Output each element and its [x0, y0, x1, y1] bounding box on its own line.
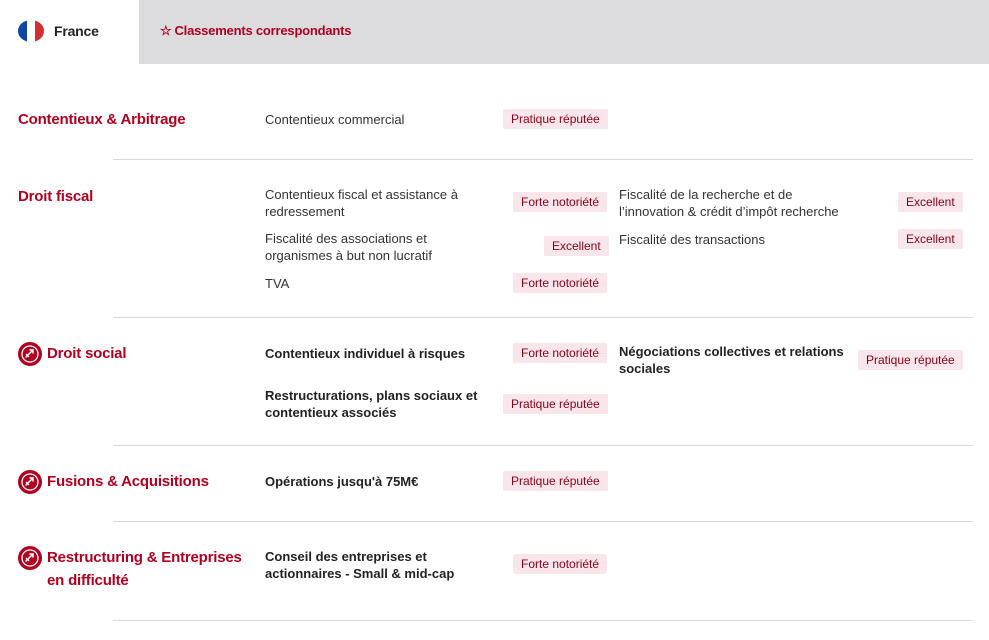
practice-item: Fiscalité des transactions — [619, 232, 765, 247]
ranking-badge: Pratique réputée — [503, 394, 608, 414]
practice-item: Contentieux individuel à risques — [265, 346, 466, 361]
rocket-icon — [18, 546, 42, 570]
practice-item: Fiscalité de la recherche et de l’innovation & crédit d’impôt recherche — [619, 187, 839, 219]
practice-item: TVA — [265, 276, 290, 291]
section-title-fusions: Fusions & Acquisitions — [47, 473, 209, 490]
tab-rankings-label: Classements correspondants — [174, 23, 352, 38]
ranking-badge: Forte notoriété — [513, 343, 607, 363]
divider — [113, 159, 973, 160]
practice-item: Contentieux fiscal et assistance à redressement — [265, 187, 458, 219]
divider — [113, 620, 973, 621]
section-title-droit-social: Droit social — [47, 345, 127, 362]
practice-item: Restructurations, plans sociaux et contentieux associés — [265, 388, 478, 420]
ranking-badge: Excellent — [898, 192, 963, 212]
divider — [113, 521, 973, 522]
rocket-icon — [18, 342, 42, 366]
france-flag-icon — [18, 20, 44, 42]
tab-bar — [0, 0, 989, 64]
rocket-icon — [18, 470, 42, 494]
tab-france[interactable] — [0, 0, 139, 64]
practice-item: Négociations collectives et relations sociales — [619, 344, 844, 376]
ranking-badge: Excellent — [544, 236, 609, 256]
practice-item: Opérations jusqu'à 75M€ — [265, 474, 419, 489]
section-title-contentieux: Contentieux & Arbitrage — [18, 111, 186, 128]
practice-item: Contentieux commercial — [265, 112, 405, 127]
ranking-badge: Forte notoriété — [513, 192, 607, 212]
tab-rankings[interactable] — [160, 23, 351, 38]
ranking-badge: Pratique réputée — [503, 109, 608, 129]
divider — [113, 445, 973, 446]
ranking-badge: Pratique réputée — [858, 350, 963, 370]
star-icon: ☆ — [160, 23, 172, 38]
ranking-badge: Forte notoriété — [513, 273, 607, 293]
ranking-badge: Pratique réputée — [503, 471, 608, 491]
tab-france-label: France — [54, 23, 99, 39]
divider — [113, 317, 973, 318]
section-title-droit-fiscal: Droit fiscal — [18, 188, 94, 205]
practice-item: Fiscalité des associations et organismes à but non lucratif — [265, 231, 432, 263]
section-title-restructuring: Restructuring & Entreprises en difficulté — [47, 549, 242, 589]
practice-item: Conseil des entreprises et actionnaires - Small & mid-cap — [265, 549, 455, 581]
ranking-badge: Excellent — [898, 229, 963, 249]
ranking-badge: Forte notoriété — [513, 554, 607, 574]
